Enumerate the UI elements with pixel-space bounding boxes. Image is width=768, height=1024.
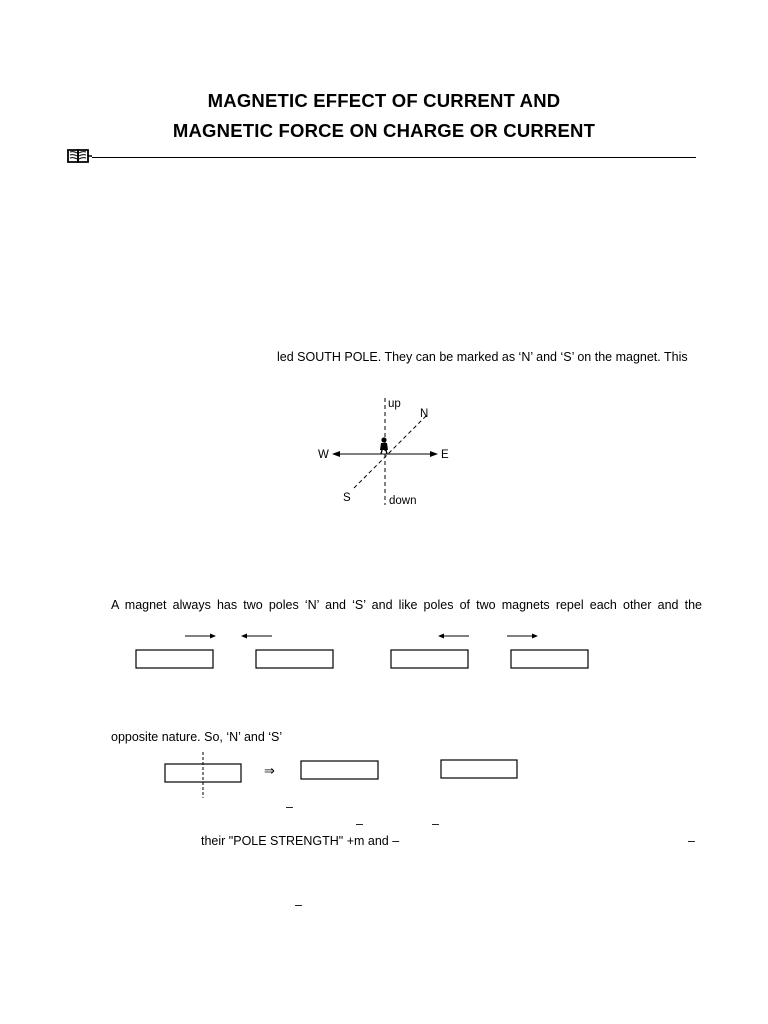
opposite-nature-text: opposite nature. So, ‘N’ and ‘S’ (111, 730, 283, 744)
implies-symbol: ⇒ (264, 763, 275, 778)
pole-strength-text: their "POLE STRENGTH" +m and – (201, 834, 400, 848)
west-arrowhead (332, 451, 340, 457)
label-south: S (343, 492, 351, 504)
broken-magnet-diagram (160, 750, 530, 800)
magnet-bar (256, 650, 333, 668)
east-arrowhead (430, 451, 438, 457)
magnets-diagram (130, 628, 600, 674)
magnet-bar (511, 650, 588, 668)
page-title-line-2: MAGNETIC FORCE ON CHARGE OR CURRENT (172, 120, 596, 141)
label-north: N (420, 408, 429, 420)
label-west: W (318, 449, 329, 461)
label-up: up (388, 398, 401, 410)
two-poles-text: A magnet always has two poles ‘N’ and ‘S’ and like poles of two magnets repel each other and the (111, 598, 702, 612)
dash-mark: – (432, 817, 439, 831)
label-east: E (441, 449, 449, 461)
force-arrows (185, 634, 538, 639)
dash-mark: – (356, 817, 363, 831)
north-south-axis (354, 416, 426, 488)
south-pole-text: led SOUTH POLE. They can be marked as ‘N’ and ‘S’ on the magnet. This (277, 350, 688, 364)
header-rule (92, 157, 696, 158)
magnet-bar (136, 650, 213, 668)
observer-figure (380, 437, 388, 454)
magnet-bar (301, 761, 378, 779)
magnet-bar (441, 760, 517, 778)
dash-mark: – (286, 800, 293, 814)
open-book-icon (66, 147, 92, 165)
dash-mark: – (295, 898, 302, 912)
page-title-line-1: MAGNETIC EFFECT OF CURRENT AND (207, 90, 561, 111)
label-down: down (389, 495, 417, 507)
dash-mark: – (688, 834, 695, 848)
magnet-bar (391, 650, 468, 668)
compass-diagram (310, 392, 460, 512)
